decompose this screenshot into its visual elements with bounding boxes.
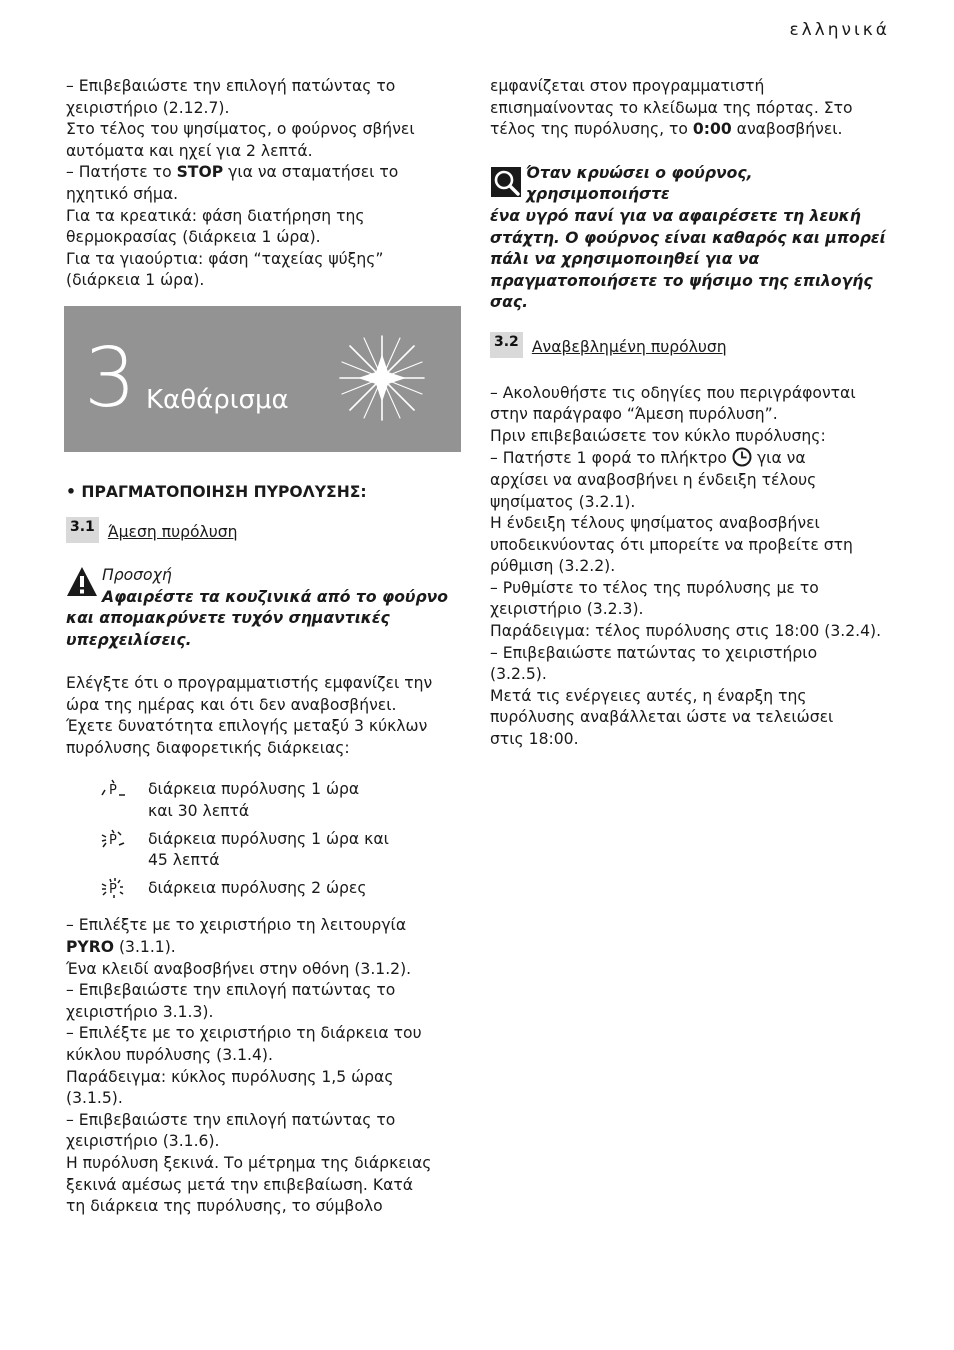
text-line: κύκλου πυρόλυσης (3.1.4). [66,1046,273,1064]
warning-title: Προσοχή [102,566,172,585]
text-line [490,119,892,141]
text-line [490,447,892,470]
cycle-text: διάρκεια πυρόλυσης 1 ώρα και [148,829,389,848]
pyro-2-icon [100,829,130,849]
text-line: Μετά τις ενέργειες αυτές, η έναρξη της [490,686,807,705]
tip-note [490,163,892,314]
pyrolysis-heading: • ΠΡΑΓΜΑΤΟΠΟΙΗΣΗ ΠΥΡΟΛΥΣΗΣ: [66,482,367,501]
text-line: ψησίματος (3.2.1). [490,492,636,511]
warning-note [66,565,458,651]
text-fragment: τέλος της πυρόλυσης, το [490,120,693,139]
text-line: Παράδειγμα: κύκλος πυρόλυσης 1,5 ώρας [66,1067,394,1086]
text-fragment: αναβοσβήνει. [731,120,843,139]
text-line: Παράδειγμα: τέλος πυρόλυσης στις 18:00 (3.2.4). [490,622,882,641]
section-number: 3 [84,330,137,426]
text-line [66,937,458,959]
svg-text:P: P [109,832,117,848]
text-line: χειριστήριο (2.12.7). [66,98,230,117]
cycle-text: διάρκεια πυρόλυσης 2 ώρες [148,878,367,897]
right-column [490,76,892,751]
text-line [66,162,458,184]
text-fragment: για να σταματήσει το [223,163,399,182]
text-line: – Επιβεβαιώστε την επιλογή πατώντας το [66,981,396,1000]
text-line: Πριν επιβεβαιώσετε τον κύκλο πυρόλυσης: [490,426,826,445]
subsection-3-1 [66,517,458,544]
text-line: – Ακολουθήστε τις οδηγίες που περιγράφονται [490,383,856,402]
tip-text: πραγματοποιήσετε το ψήσιμο της επιλογής [490,271,873,290]
warning-text: Αφαιρέστε τα κουζινικά από το φούρνο [102,587,448,606]
text-fragment: (3.1.1). [113,938,176,957]
warning-icon [66,565,98,599]
svg-text:P: P [109,881,117,897]
text-line: αρχίσει να αναβοσβήνει η ένδειξη τέλους [490,470,817,489]
list-item [66,878,458,900]
pyro-1-icon [100,779,130,799]
tip-text: πάλι να χρησιμοποιηθεί για να [490,250,760,269]
tip-text: Όταν κρυώσει ο φούρνος, χρησιμοποιήστε [526,163,753,204]
magnifier-icon [490,165,522,199]
text-line: Έχετε δυνατότητα επιλογής μεταξύ 3 κύκλων [66,717,428,736]
text-line: – Επιλέξτε με το χειριστήριο τη διάρκεια του [66,1024,422,1043]
text-line: (3.1.5). [66,1089,123,1108]
text-line: – Επιλέξτε με το χειριστήριο τη λειτουργία [66,916,407,935]
text-line: επισημαίνοντας το κλείδωμα της πόρτας. Στο [490,98,853,117]
tip-text: στάχτη. Ο φούρνος είναι καθαρός και μπορεί [490,228,886,247]
text-line: (διάρκεια 1 ώρα). [66,271,205,290]
text-line: – Επιβεβαιώστε την επιλογή πατώντας το [66,77,396,95]
cycle-text: διάρκεια πυρόλυσης 1 ώρα [148,780,360,799]
text-line: αυτόματα και ηχεί για 2 λεπτά. [66,141,313,160]
text-line: Η πυρόλυση ξεκινά. Το μέτρημα της διάρκειας [66,1153,432,1172]
text-line: τη διάρκεια της πυρόλυσης, το σύμβολο [66,1197,383,1216]
text-line: χειριστήριο 3.1.3). [66,1002,214,1021]
text-line: υποδεικνύοντας ότι μπορείτε να προβείτε στη [490,535,853,554]
text-fragment: – Πατήστε 1 φορά το πλήκτρο [490,449,727,468]
text-line: πυρόλυσης αναβάλλεται ώστε να τελειώσει [490,708,834,727]
cycle-text: και 30 λεπτά [148,802,250,821]
subsection-3-2 [490,332,892,359]
subsection-badge: 3.2 [490,332,523,358]
text-line: στην παράγραφο “Άμεση πυρόλυση”. [490,405,778,424]
section-banner [64,306,461,452]
subsection-label: Άμεση πυρόλυση [107,522,238,541]
tip-text: ένα υγρό πανί για να αφαιρέσετε τη λευκή [490,206,861,225]
subsection-label: Αναβεβλημένη πυρόλυση [531,337,727,356]
pyro-mode-label: PYRO [66,938,114,957]
tip-text: σας. [490,293,529,312]
text-line: (3.2.5). [490,665,547,684]
left-column [66,76,458,1218]
text-line: ρύθμιση (3.2.2). [490,557,616,576]
cycle-text: 45 λεπτά [148,851,220,870]
text-line: Για τα κρεατικά: φάση διατήρηση της [66,206,365,225]
text-line: χειριστήριο (3.1.6). [66,1132,220,1151]
text-line: Για τα γιαούρτια: φάση “ταχείας ψύξης” [66,249,384,268]
text-line: χειριστήριο (3.2.3). [490,600,644,619]
clock-icon [731,447,753,467]
sparkle-icon [336,332,428,424]
text-line: Ελέγξτε ότι ο προγραμματιστής εμφανίζει την [66,674,433,693]
text-fragment: – Πατήστε το [66,163,177,182]
text-line: εμφανίζεται στον προγραμματιστή [490,77,765,95]
subsection-badge: 3.1 [66,517,99,543]
stop-key-label: STOP [176,163,224,182]
text-line: Στο τέλος του ψησίματος, ο φούρνος σβήνει [66,120,415,139]
warning-text: και απομακρύνετε τυχόν σημαντικές [66,609,390,628]
svg-text:P: P [109,783,117,799]
text-line: – Επιβεβαιώστε πατώντας το χειριστήριο [490,643,818,662]
language-label: ελληνικά [789,20,890,40]
section-title: Καθάρισμα [146,384,289,415]
list-item [66,829,458,872]
list-item [66,779,458,822]
text-line: ηχητικό σήμα. [66,184,179,203]
warning-text: υπερχειλίσεις. [66,630,192,649]
pyro-3-icon [100,878,130,898]
text-line: – Επιβεβαιώστε την επιλογή πατώντας το [66,1110,396,1129]
text-line: στις 18:00. [490,730,579,749]
text-fragment: για να [756,449,806,468]
time-display-label: 0:00 [692,120,732,139]
text-line: ξεκινά αμέσως μετά την επιβεβαίωση. Κατά [66,1175,414,1194]
text-line: ώρα της ημέρας και ότι δεν αναβοσβήνει. [66,695,397,714]
text-line: Η ένδειξη τέλους ψησίματος αναβοσβήνει [490,514,820,533]
text-line: πυρόλυσης διαφορετικής διάρκειας: [66,738,350,757]
text-line: – Ρυθμίστε το τέλος της πυρόλυσης με το [490,578,819,597]
text-line: Ένα κλειδί αναβοσβήνει στην οθόνη (3.1.2). [66,959,412,978]
text-line: θερμοκρασίας (διάρκεια 1 ώρα). [66,228,321,247]
